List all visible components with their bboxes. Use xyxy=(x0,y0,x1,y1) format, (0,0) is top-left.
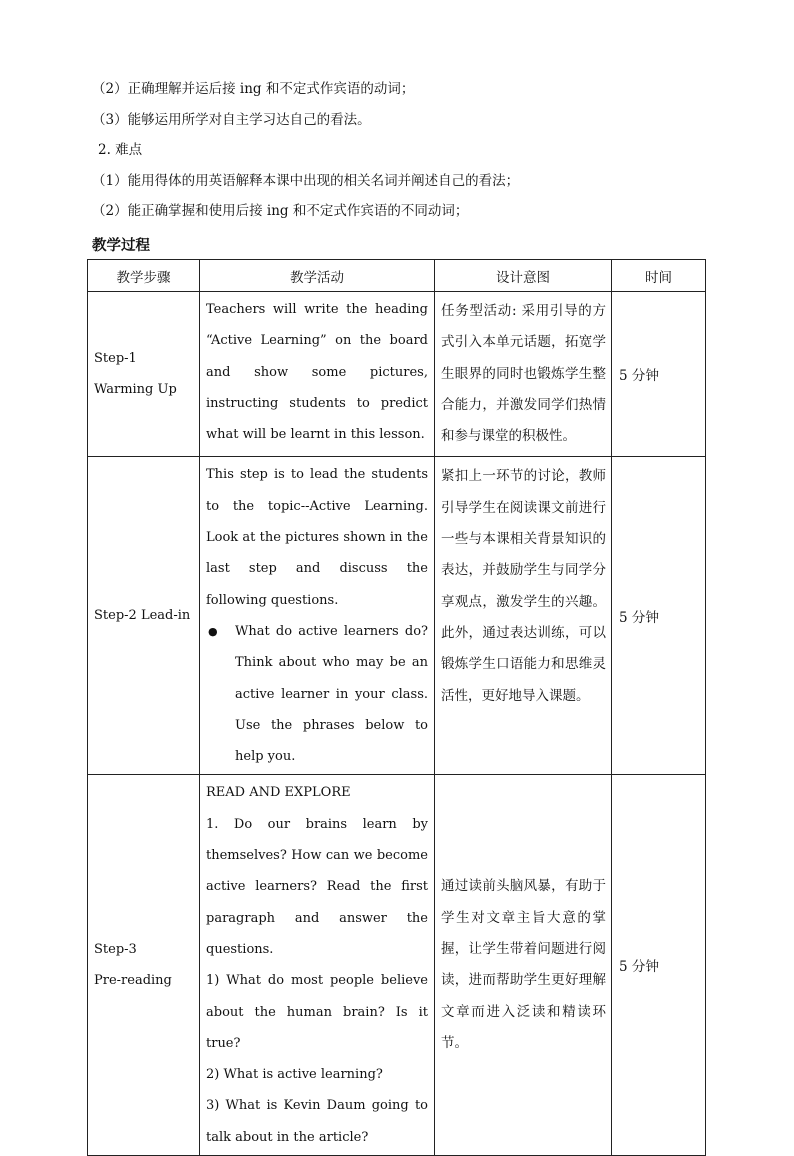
difficulty-heading: 2. 难点 xyxy=(98,142,143,158)
step-cell: Step-2 Lead-in xyxy=(88,457,200,775)
objectives-text xyxy=(92,78,712,231)
table-row xyxy=(88,457,706,775)
time-cell: 5 分钟 xyxy=(612,775,706,1156)
intent-cell: 任务型活动: 采用引导的方式引入本单元话题，拓宽学生眼界的同时也锻炼学生整合能力，并激发同学们热情和参与课堂的积极性。 xyxy=(435,292,612,457)
activity-text: This step is to lead the students to the topic--Active Learning. Look at the pictures shown in the last step and discuss the following questions. xyxy=(206,467,428,608)
step-cell: Step-1 Warming Up xyxy=(88,292,200,457)
step-cell xyxy=(88,775,200,1156)
objective-line: （2）正确理解并运后接 ing 和不定式作宾语的动词； xyxy=(92,81,415,97)
time-cell: 5 分钟 xyxy=(612,292,706,457)
header-activity: 教学活动 xyxy=(200,260,435,292)
step-label: Step-3 xyxy=(94,942,137,958)
header-step: 教学步骤 xyxy=(88,260,200,292)
time-cell: 5 分钟 xyxy=(612,457,706,775)
header-intent: 设计意图 xyxy=(435,260,612,292)
table-row xyxy=(88,292,706,457)
difficulty-line: （2）能正确掌握和使用后接 ing 和不定式作宾语的不同动词； xyxy=(92,203,469,219)
activity-text: READ AND EXPLORE xyxy=(206,785,351,801)
activity-cell xyxy=(200,457,435,775)
table-row xyxy=(88,775,706,1156)
table-header-row xyxy=(88,260,706,292)
teaching-process-table xyxy=(87,259,706,1156)
difficulty-line: （1）能用得体的用英语解释本课中出现的相关名词并阐述自己的看法； xyxy=(92,172,520,189)
intent-cell: 通过读前头脑风暴，有助于学生对文章主旨大意的掌握，让学生带着问题进行阅读，进而帮助学生更好理解文章而进入泛读和精读环节。 xyxy=(435,775,612,1156)
activity-text: 2) What is active learning? xyxy=(206,1067,383,1083)
activity-text: 1) What do most people believe about the human brain? Is it true? xyxy=(206,973,428,1051)
intent-cell: 紧扣上一环节的讨论，教师引导学生在阅读课文前进行一些与本课相关背景知识的表达，并鼓励学生与同学分享观点，激发学生的兴趣。此外，通过表达训练，可以锻炼学生口语能力和思维灵活性，更好地导入课题。 xyxy=(435,457,612,775)
header-time: 时间 xyxy=(612,260,706,292)
bullet-item xyxy=(206,616,428,772)
activity-cell xyxy=(200,292,435,457)
activity-text: Teachers will write the heading “Active Learning” on the board and show some pictures, instructing students to predict what will be learnt in this lesson. xyxy=(206,302,428,443)
activity-cell xyxy=(200,775,435,1156)
section-heading: 教学过程 xyxy=(92,237,150,254)
bullet-icon: ● xyxy=(208,624,218,638)
activity-text: 3) What is Kevin Daum going to talk about in the article? xyxy=(206,1098,428,1145)
objective-line: （3）能够运用所学对自主学习达自己的看法。 xyxy=(92,111,371,128)
activity-text: 1. Do our brains learn by themselves? How can we become active learners? Read the first paragraph and answer the questions. xyxy=(206,816,428,957)
step-label: Pre-reading xyxy=(94,973,172,989)
bullet-text: What do active learners do? Think about who may be an active learner in your class. Use the phrases below to help you. xyxy=(235,623,428,765)
